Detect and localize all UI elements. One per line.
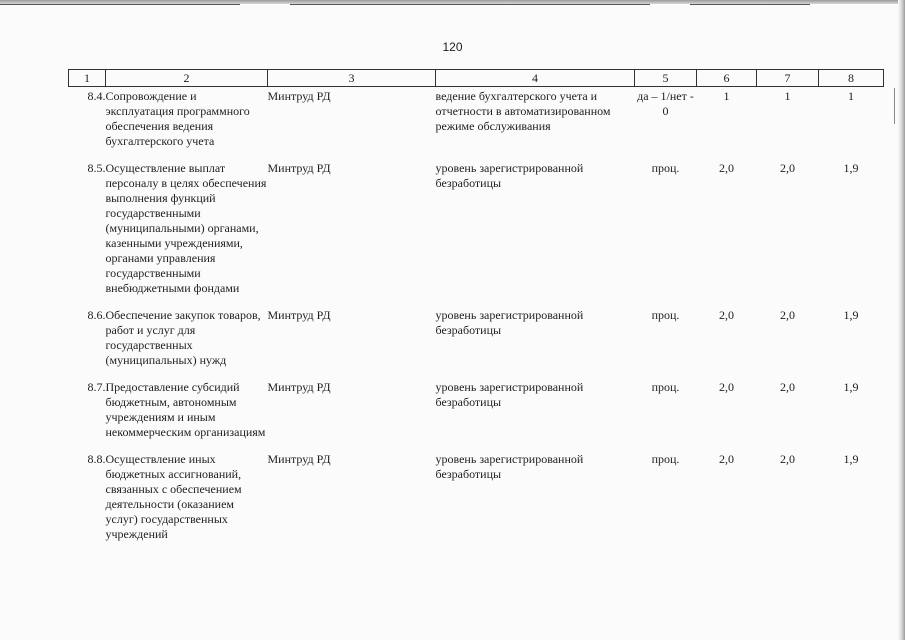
value-col-7: 1 [784, 89, 791, 103]
unit: проц. [651, 308, 680, 322]
executor: Минтруд РД [267, 161, 331, 175]
activity-name: Предоставление субсидий бюджетным, автономным учреждениям и иным некоммерческим организациям [105, 380, 266, 439]
table-row [69, 452, 884, 542]
value-col-6: 2,0 [719, 308, 734, 322]
value-col-7: 2,0 [780, 161, 795, 175]
indicator-name: уровень зарегистрированной безработицы [435, 380, 584, 409]
row-number: 8.5. [87, 161, 106, 175]
unit: да – 1/нет - 0 [637, 89, 694, 118]
scan-top-line-middle [290, 4, 650, 5]
value-col-8: 1 [848, 89, 854, 103]
value-col-7: 2,0 [780, 308, 795, 322]
activity-name: Осуществление выплат персоналу в целях обеспечения выполнения функций государственными (муниципальными) органами, казенными учреждениями, органами управления государственными внебюджетными фондами [105, 161, 267, 295]
executor: Минтруд РД [267, 452, 331, 466]
value-col-6: 1 [723, 89, 730, 103]
value-col-8: 1,9 [843, 161, 859, 175]
column-header-1: 1 [69, 70, 106, 87]
column-header-6: 6 [697, 70, 757, 87]
indicator-name: уровень зарегистрированной безработицы [435, 452, 584, 481]
table-row [69, 308, 884, 380]
table-row [69, 87, 884, 162]
value-col-8: 1,9 [843, 452, 859, 466]
table-row [69, 380, 884, 452]
value-col-7: 2,0 [780, 452, 795, 466]
table-row [69, 161, 884, 308]
indicator-name: уровень зарегистрированной безработицы [435, 308, 584, 337]
row-number: 8.6. [87, 308, 106, 322]
column-header-2: 2 [106, 70, 268, 87]
row-number: 8.8. [87, 452, 106, 466]
executor: Минтруд РД [267, 308, 331, 322]
column-header-3: 3 [268, 70, 436, 87]
value-col-6: 2,0 [719, 380, 734, 394]
unit: проц. [651, 380, 680, 394]
indicator-name: уровень зарегистрированной безработицы [435, 161, 584, 190]
row-number: 8.7. [87, 380, 106, 394]
binder-mark [894, 88, 898, 124]
column-header-7: 7 [757, 70, 819, 87]
indicator-table [68, 69, 884, 542]
unit: проц. [651, 161, 680, 175]
column-number-row [69, 70, 884, 87]
indicator-name: ведение бухгалтерского учета и отчетности в автоматизированном режиме обслуживания [435, 89, 611, 133]
value-col-6: 2,0 [719, 452, 734, 466]
scan-right-edge [898, 0, 905, 640]
value-col-7: 2,0 [780, 380, 795, 394]
unit: проц. [651, 452, 680, 466]
value-col-8: 1,9 [843, 380, 859, 394]
value-col-8: 1,9 [843, 308, 859, 322]
activity-name: Обеспечение закупок товаров, работ и услуг для государственных (муниципальных) нужд [105, 308, 261, 367]
executor: Минтруд РД [267, 89, 331, 103]
row-number: 8.4. [87, 89, 106, 103]
scan-top-line-left [0, 4, 240, 5]
page-number: 120 [442, 40, 463, 54]
activity-name: Осуществление иных бюджетных ассигнований, связанных с обеспечением деятельности (оказанием услуг) государственных учреждений [105, 452, 242, 541]
value-col-6: 2,0 [719, 161, 734, 175]
column-header-8: 8 [819, 70, 884, 87]
activity-name: Сопровождение и эксплуатация программного обеспечения ведения бухгалтерского учета [105, 89, 250, 148]
column-header-4: 4 [436, 70, 635, 87]
executor: Минтруд РД [267, 380, 331, 394]
scan-top-line-right [690, 4, 810, 5]
column-header-5: 5 [635, 70, 697, 87]
